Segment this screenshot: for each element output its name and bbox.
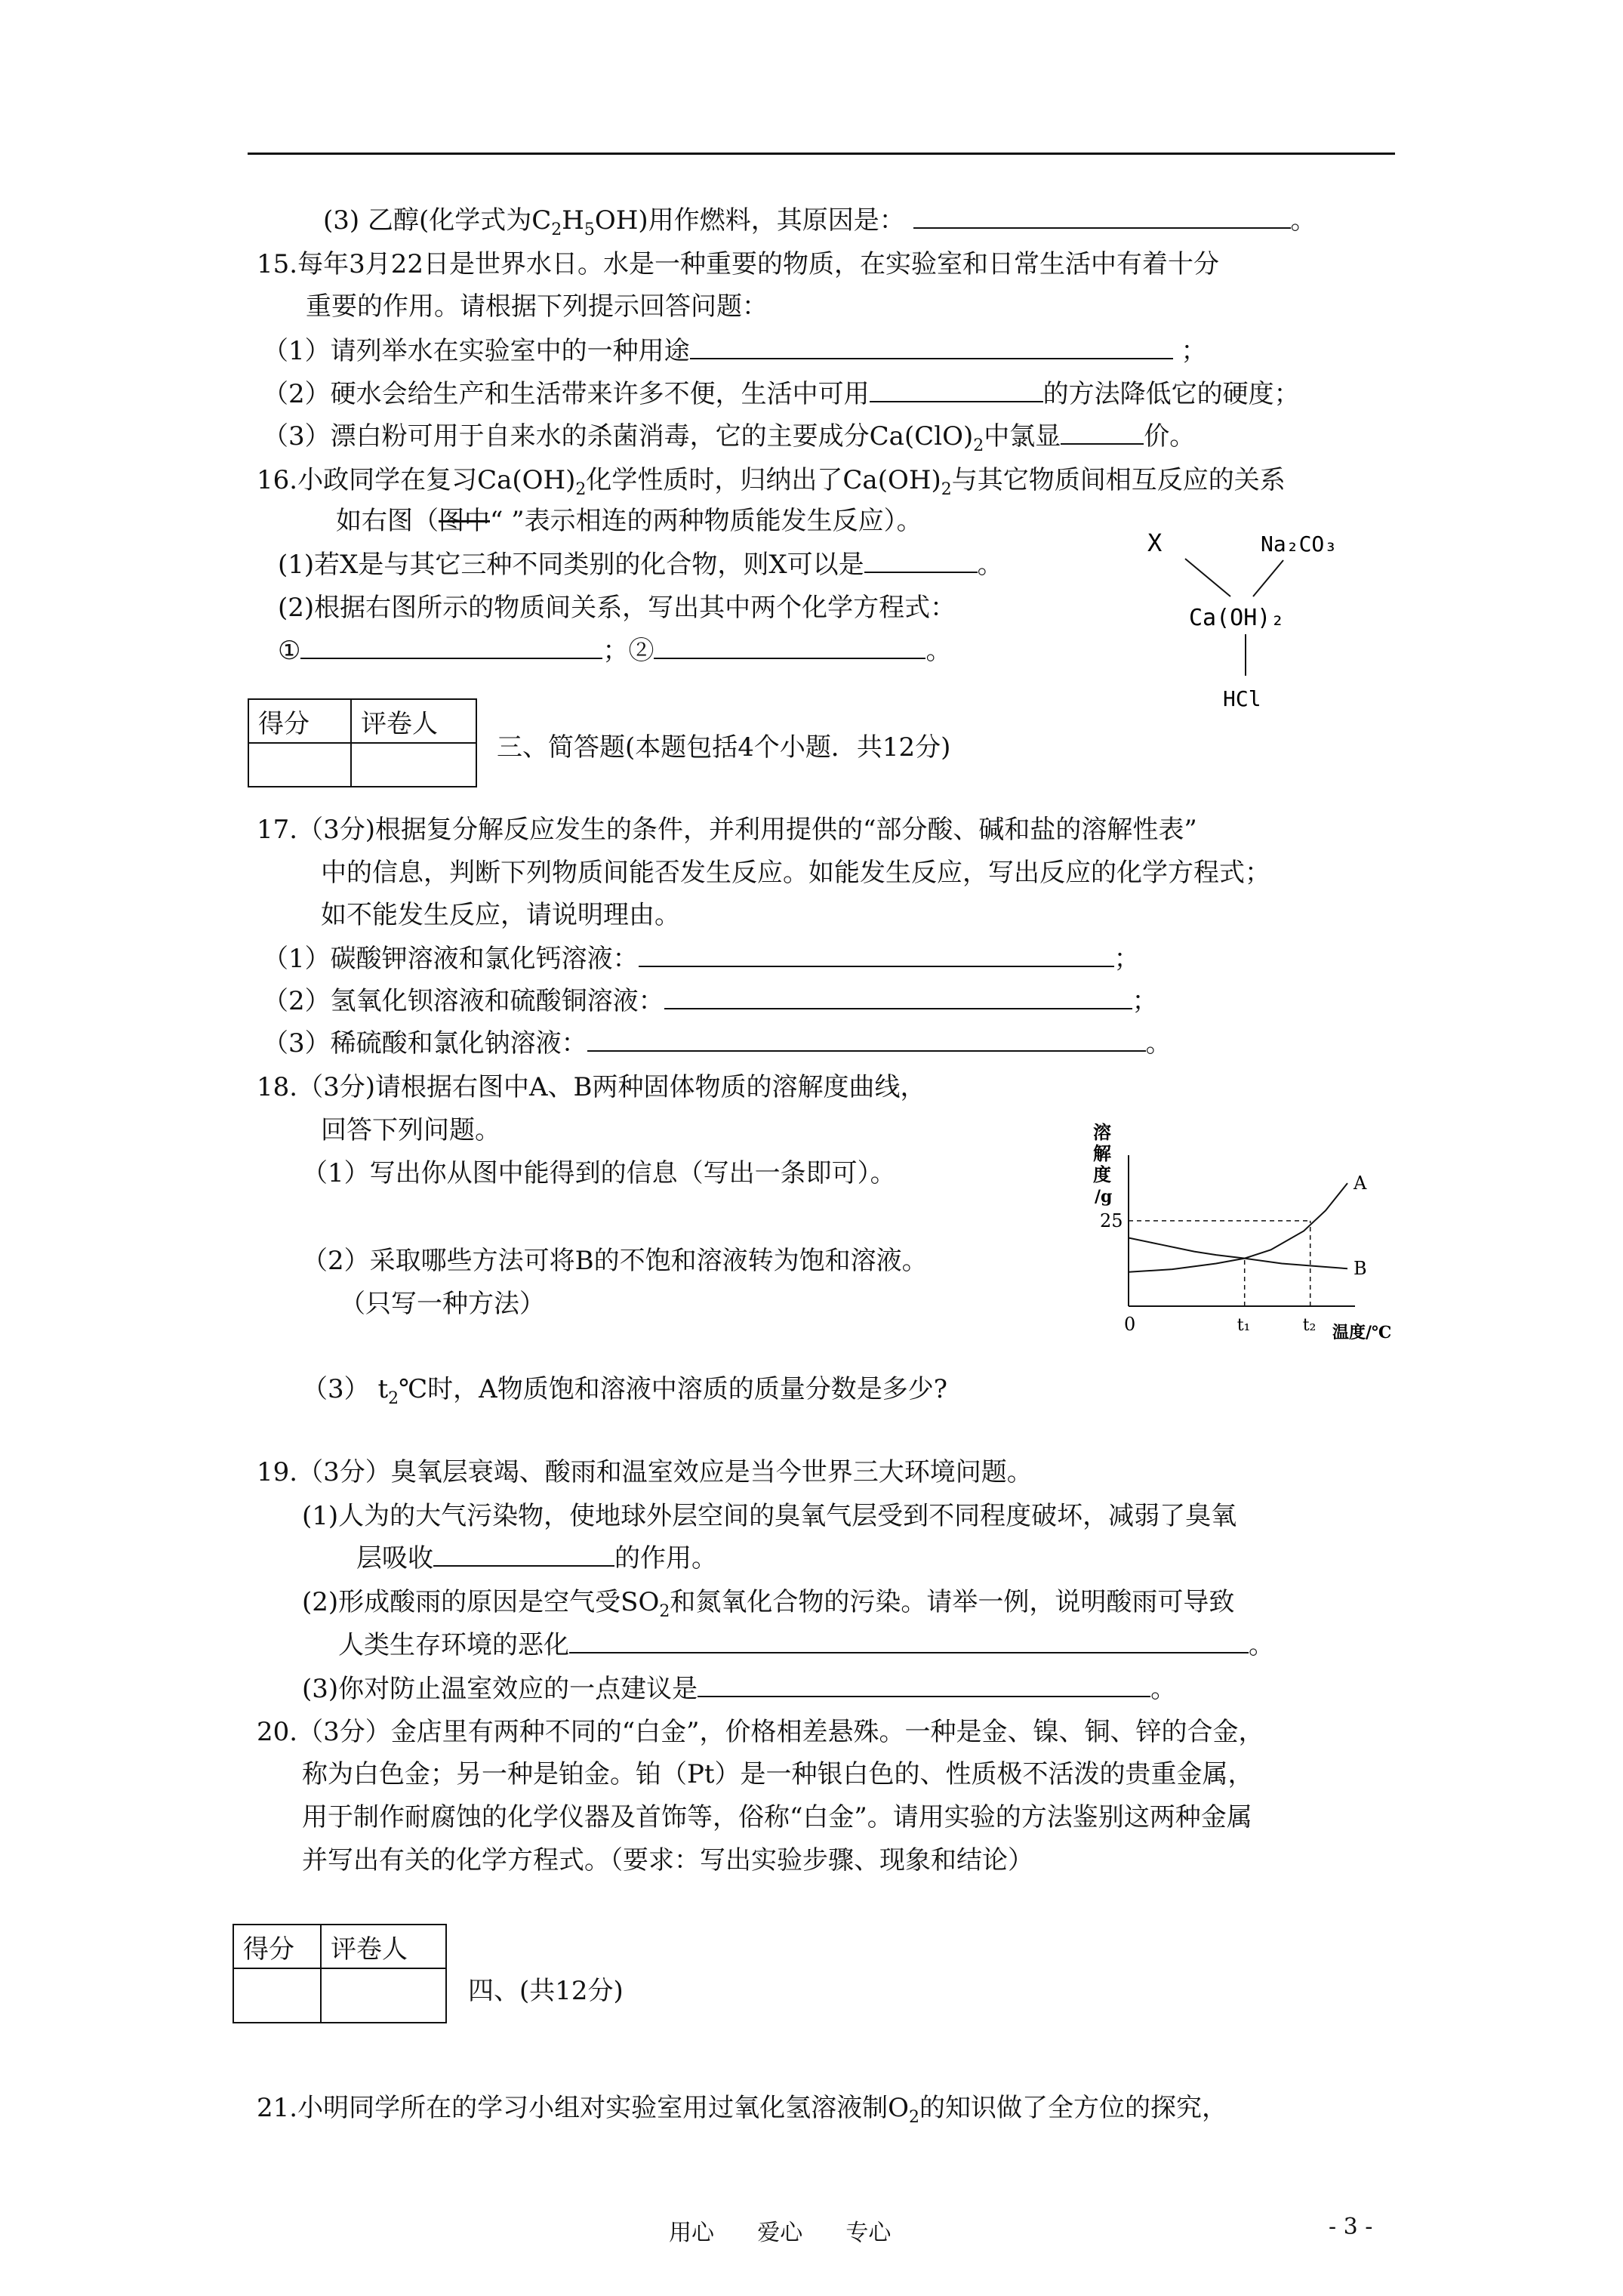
ylabel-unit: /g — [1095, 1187, 1113, 1207]
text-fragment: （3）漂白粉可用于自来水的杀菌消毒，它的主要成分Ca(ClO) — [263, 421, 974, 451]
answer-blank[interactable] — [864, 549, 978, 573]
xtick-label: t₂ — [1302, 1316, 1317, 1335]
q17-part2 — [263, 985, 1158, 1018]
q17-intro-line2: 中的信息，判断下列物质间能否发生反应。如能发生反应，写出反应的化学方程式； — [321, 858, 1270, 888]
score-table-section4 — [233, 1924, 447, 2023]
text-fragment: 的作用。 — [614, 1543, 717, 1573]
q15-intro-line2: 重要的作用。请根据下列提示回答问题： — [306, 291, 768, 322]
q16-part1 — [278, 548, 1003, 581]
text-fragment: 16.小政同学在复习Ca(OH) — [257, 465, 576, 495]
q15-part3 — [263, 420, 1195, 463]
text-fragment: 人类生存环境的恶化 — [338, 1630, 569, 1660]
q18-part3 — [302, 1373, 947, 1416]
q19-part3 — [302, 1672, 1176, 1706]
q15-intro-line1: 15.每年3月22日是世界水日。水是一种重要的物质，在实验室和日常生活中有着十分 — [257, 249, 1219, 279]
subscript: 2 — [659, 1601, 670, 1621]
text-fragment: 如右图（ — [336, 506, 439, 536]
q18-intro-line1: 18.（3分)请根据右图中A、B两种固体物质的溶解度曲线， — [257, 1072, 926, 1102]
ytick-label: 25 — [1100, 1210, 1123, 1231]
punct: 。 — [925, 636, 952, 666]
score-table-section3 — [248, 698, 477, 787]
text-fragment: （2）硬水会给生产和生活带来许多不便，生活中可用 — [263, 379, 870, 409]
punct: ； — [1181, 336, 1207, 366]
diagram-caoh2: Ca(OH)₂ — [1189, 605, 1285, 631]
q19-part1-cont — [356, 1542, 717, 1575]
answer-blank[interactable] — [300, 635, 602, 659]
text-fragment: 的知识做了全方位的探究， — [919, 2093, 1227, 2123]
section3-title: 三、简答题(本题包括4个小题．共12分) — [497, 732, 951, 763]
score-cell[interactable] — [248, 743, 351, 787]
answer-blank[interactable] — [587, 1028, 1146, 1052]
q20-line4: 并写出有关的化学方程式。（要求：写出实验步骤、现象和结论） — [302, 1845, 1033, 1875]
q15-part1 — [263, 334, 1206, 368]
grader-label: 评卷人 — [321, 1925, 446, 1968]
solubility-chart — [1079, 1117, 1397, 1374]
score-label: 得分 — [233, 1925, 321, 1968]
section4-title: 四、(共12分) — [468, 1976, 624, 2006]
q19-intro: 19.（3分）臭氧层衰竭、酸雨和温室效应是当今世界三大环境问题。 — [257, 1457, 1033, 1487]
subscript: 5 — [584, 220, 595, 239]
text-fragment: ；② — [602, 636, 654, 666]
answer-blank[interactable] — [433, 1542, 614, 1567]
xtick-label: t₁ — [1236, 1316, 1251, 1335]
diagram-x: X — [1147, 529, 1163, 557]
origin-label: 0 — [1124, 1314, 1136, 1335]
text-fragment: （3）稀硫酸和氯化钠溶液： — [263, 1028, 587, 1059]
q17-part1 — [263, 942, 1140, 975]
grader-cell[interactable] — [321, 1968, 446, 2023]
answer-blank[interactable] — [913, 205, 1291, 229]
text-fragment: ℃时，A物质饱和溶液中溶质的质量分数是多少? — [399, 1374, 947, 1404]
text-fragment: “ ”表示相连的两种物质能发生反应）。 — [490, 506, 922, 536]
series-b-label: B — [1354, 1258, 1367, 1280]
series-a-curve — [1129, 1183, 1347, 1272]
subscript: 2 — [973, 436, 984, 455]
punct: 。 — [977, 550, 1003, 580]
footer-motto: 用心 爱心 专心 — [669, 2220, 892, 2246]
q17-intro-line3: 如不能发生反应，请说明理由。 — [321, 900, 680, 930]
text-fragment: 价。 — [1144, 421, 1196, 451]
reaction-diagram — [1132, 521, 1381, 717]
q16-intro-line2 — [336, 504, 922, 538]
text-fragment: 的方法降低它的硬度； — [1042, 379, 1300, 409]
series-b-curve — [1129, 1238, 1347, 1269]
answer-blank[interactable] — [654, 635, 925, 659]
subscript: 2 — [575, 479, 587, 499]
answer-blank[interactable] — [1061, 421, 1144, 445]
answer-blank[interactable] — [870, 378, 1043, 402]
q19-part2-cont — [338, 1629, 1274, 1662]
text-fragment: 层吸收 — [356, 1543, 433, 1573]
ylabel-char3: 度 — [1093, 1163, 1111, 1185]
q18-intro-line2: 回答下列问题。 — [321, 1115, 500, 1145]
q14-p3-text: (3) 乙醇(化学式为C — [323, 205, 552, 236]
text-fragment: 中氯显 — [984, 421, 1061, 451]
diagram-hcl: HCl — [1223, 686, 1261, 711]
punct: 。 — [1150, 1674, 1177, 1704]
answer-blank[interactable] — [690, 335, 1173, 359]
punct: 。 — [1290, 205, 1317, 236]
punct: ； — [1113, 944, 1140, 974]
answer-blank[interactable] — [639, 943, 1114, 967]
text-fragment: (1)若X是与其它三种不同类别的化合物，则X可以是 — [278, 550, 864, 580]
q17-intro-line1: 17.（3分)根据复分解反应发生的条件，并利用提供的“部分酸、碱和盐的溶解性表” — [257, 815, 1197, 845]
text-fragment: （1）碳酸钾溶液和氯化钙溶液： — [263, 944, 639, 974]
text-fragment: (3)你对防止温室效应的一点建议是 — [302, 1674, 698, 1704]
punct: 。 — [1145, 1028, 1172, 1059]
grader-cell[interactable] — [351, 743, 476, 787]
q19-part2 — [302, 1586, 1234, 1629]
grader-label: 评卷人 — [351, 699, 476, 743]
text-fragment: (2)形成酸雨的原因是空气受SO — [302, 1587, 660, 1617]
text-fragment: 21.小明同学所在的学习小组对实验室用过氧化氢溶液制O — [257, 2093, 909, 2123]
q15-part2 — [263, 378, 1300, 411]
text-fragment: （2）氢氧化钡溶液和硫酸铜溶液： — [263, 986, 664, 1016]
score-cell[interactable] — [233, 1968, 321, 2023]
subscript: 2 — [388, 1388, 399, 1408]
subscript: 2 — [908, 2107, 919, 2127]
q16-part3 — [278, 634, 951, 667]
q18-part2: （2）采取哪些方法可将B的不饱和溶液转为饱和溶液。 — [302, 1246, 928, 1276]
q18-part1: （1）写出你从图中能得到的信息（写出一条即可）。 — [302, 1158, 896, 1188]
q18-part2-note: （只写一种方法） — [340, 1289, 545, 1319]
text-fragment: H — [562, 205, 584, 236]
q21-line1 — [257, 2091, 1227, 2134]
punct: 。 — [1249, 1630, 1274, 1660]
struck-text: 图中 — [439, 506, 490, 536]
ylabel-char2: 解 — [1093, 1142, 1111, 1164]
answer-blank[interactable] — [698, 1673, 1150, 1697]
subscript: 2 — [941, 479, 952, 499]
q20-line1: 20.（3分）金店里有两种不同的“白金”，价格相差悬殊。一种是金、镍、铜、锌的合金， — [257, 1717, 1264, 1747]
text-fragment: （3） t — [302, 1374, 389, 1404]
q16-intro-line1 — [257, 464, 1286, 507]
text-fragment: OH)用作燃料，其原因是： — [594, 205, 905, 236]
punct: ； — [1132, 986, 1158, 1016]
series-a-label: A — [1354, 1173, 1367, 1194]
x-axis-title: 温度/℃ — [1332, 1323, 1392, 1342]
subscript: 2 — [551, 220, 562, 239]
score-label: 得分 — [248, 699, 351, 743]
q14-part3 — [323, 204, 1317, 247]
text-fragment: 和氮氧化合物的污染。请举一例，说明酸雨可导致 — [670, 1587, 1235, 1617]
text-fragment: 化学性质时，归纳出了Ca(OH) — [586, 465, 941, 495]
q16-part2: (2)根据右图所示的物质间关系，写出其中两个化学方程式： — [278, 593, 956, 623]
answer-blank[interactable] — [569, 1629, 1249, 1653]
q17-part3 — [263, 1027, 1172, 1060]
text-fragment: 与其它物质间相互反应的关系 — [951, 465, 1286, 495]
q20-line2: 称为白色金；另一种是铂金。铂（Pt）是一种银白色的、性质极不活泼的贵重金属， — [302, 1759, 1254, 1789]
answer-blank[interactable] — [664, 985, 1132, 1009]
q19-part1: (1)人为的大气污染物，使地球外层空间的臭氧气层受到不同程度破坏，减弱了臭氧 — [302, 1501, 1237, 1531]
q20-line3: 用于制作耐腐蚀的化学仪器及首饰等，俗称“白金”。请用实验的方法鉴别这两种金属 — [302, 1802, 1252, 1832]
text-fragment: （1）请列举水在实验室中的一种用途 — [263, 336, 690, 366]
circled-1: ① — [278, 636, 301, 666]
header-rule — [248, 153, 1395, 155]
ylabel-char1: 溶 — [1093, 1121, 1111, 1143]
diagram-na2co3: Na₂CO₃ — [1261, 532, 1338, 556]
page-number: - 3 - — [1329, 2214, 1373, 2240]
